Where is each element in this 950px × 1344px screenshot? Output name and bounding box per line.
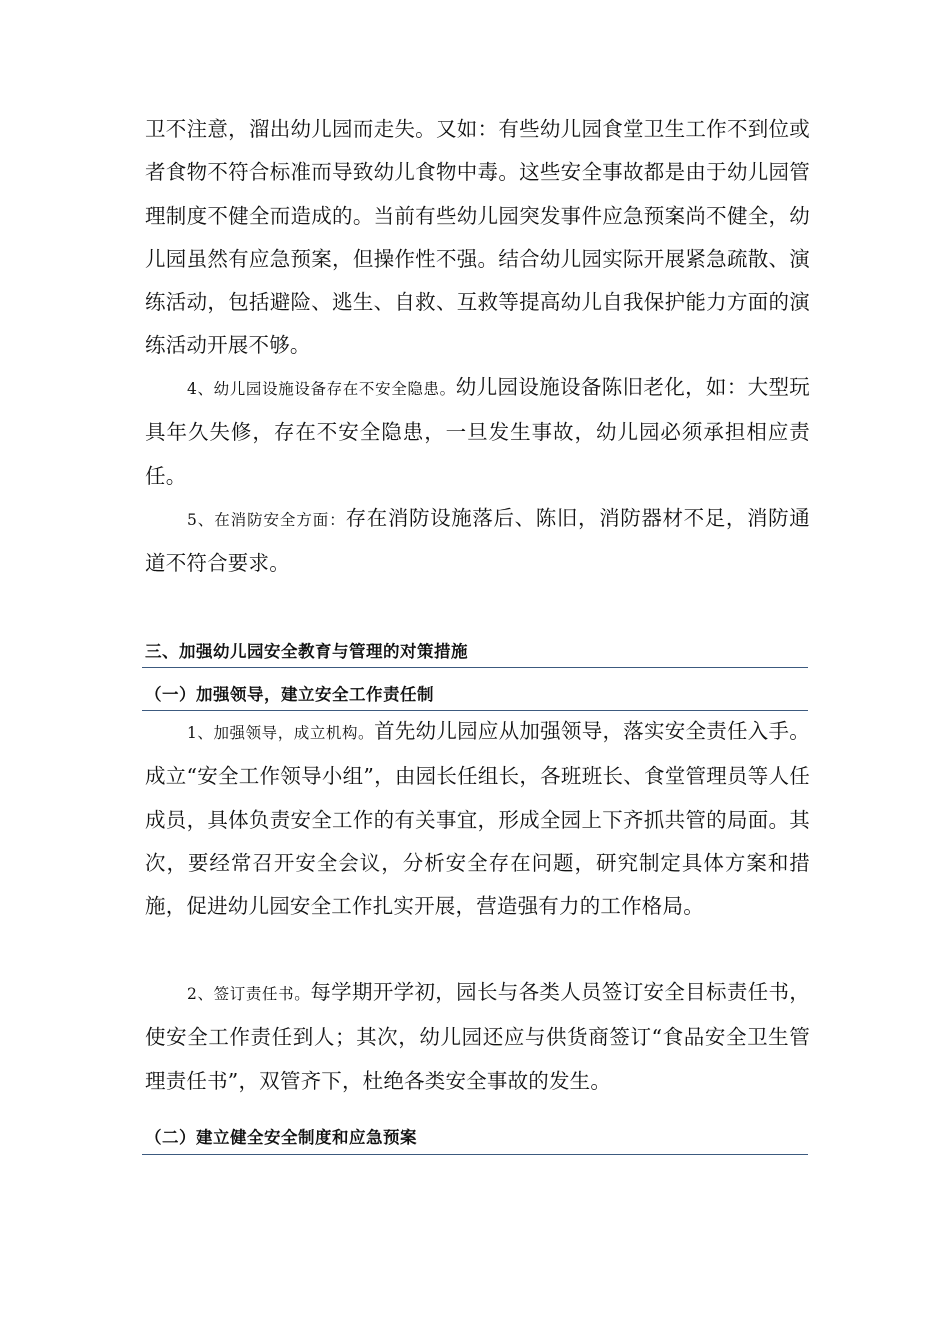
sub1-item-2-body: 每学期开学初，园长与各类人员签订安全目标责任书，使安全工作责任到人；其次，幼儿园还应与供货商签订“食品安全卫生管理责任书”，双管齐下，杜绝各类安全事故的发生。 xyxy=(145,980,810,1093)
section-3-heading: 三、加强幼儿园安全教育与管理的对策措施 xyxy=(145,642,468,661)
sub1-item-1-body: 首先幼儿园应从加强领导，落实安全责任入手。成立“安全工作领导小组”，由园长任组长，各班班长、食堂管理员等人任成员，具体负责安全工作的有关事宜，形成全园上下齐抓共管的局面。其次，要经常召开安全会议，分析安全存在问题，研究制定具体方案和措施，促进幼儿园安全工作扎实开展，营造强有力的工作格局。 xyxy=(145,719,810,919)
paragraph-item-4 xyxy=(145,366,810,498)
subsection-2-rule xyxy=(142,1154,808,1155)
item-5-body: 存在消防设施落后、陈旧，消防器材不足，消防通道不符合要求。 xyxy=(145,506,810,576)
sub1-item-1-lead: 1、加强领导，成立机构。 xyxy=(187,724,375,742)
paragraph-sub1-item-1 xyxy=(145,710,810,928)
item-4-lead: 4、幼儿园设施设备存在不安全隐患。 xyxy=(187,380,456,398)
paragraph-item-5 xyxy=(145,497,810,586)
paragraph-intro-text: 卫不注意，溜出幼儿园而走失。又如：有些幼儿园食堂卫生工作不到位或者食物不符合标准而导致幼儿食物中毒。这些安全事故都是由于幼儿园管理制度不健全而造成的。当前有些幼儿园突发事件应急预案尚不健全，幼儿园虽然有应急预案，但操作性不强。结合幼儿园实际开展紧急疏散、演练活动，包括避险、逃生、自救、互救等提高幼儿自我保护能力方面的演练活动开展不够。 xyxy=(145,117,810,358)
paragraph-intro xyxy=(145,108,810,368)
subsection-2-heading: （二）建立健全安全制度和应急预案 xyxy=(145,1128,417,1147)
subsection-1-heading: （一）加强领导，建立安全工作责任制 xyxy=(145,685,434,704)
paragraph-sub1-item-2 xyxy=(145,971,810,1103)
item-4-body: 幼儿园设施设备陈旧老化，如：大型玩具年久失修，存在不安全隐患，一旦发生事故，幼儿园必须承担相应责任。 xyxy=(145,375,810,488)
item-5-lead: 5、在消防安全方面： xyxy=(187,511,346,529)
section-3-rule xyxy=(142,667,808,668)
sub1-item-2-lead: 2、签订责任书。 xyxy=(187,985,311,1003)
